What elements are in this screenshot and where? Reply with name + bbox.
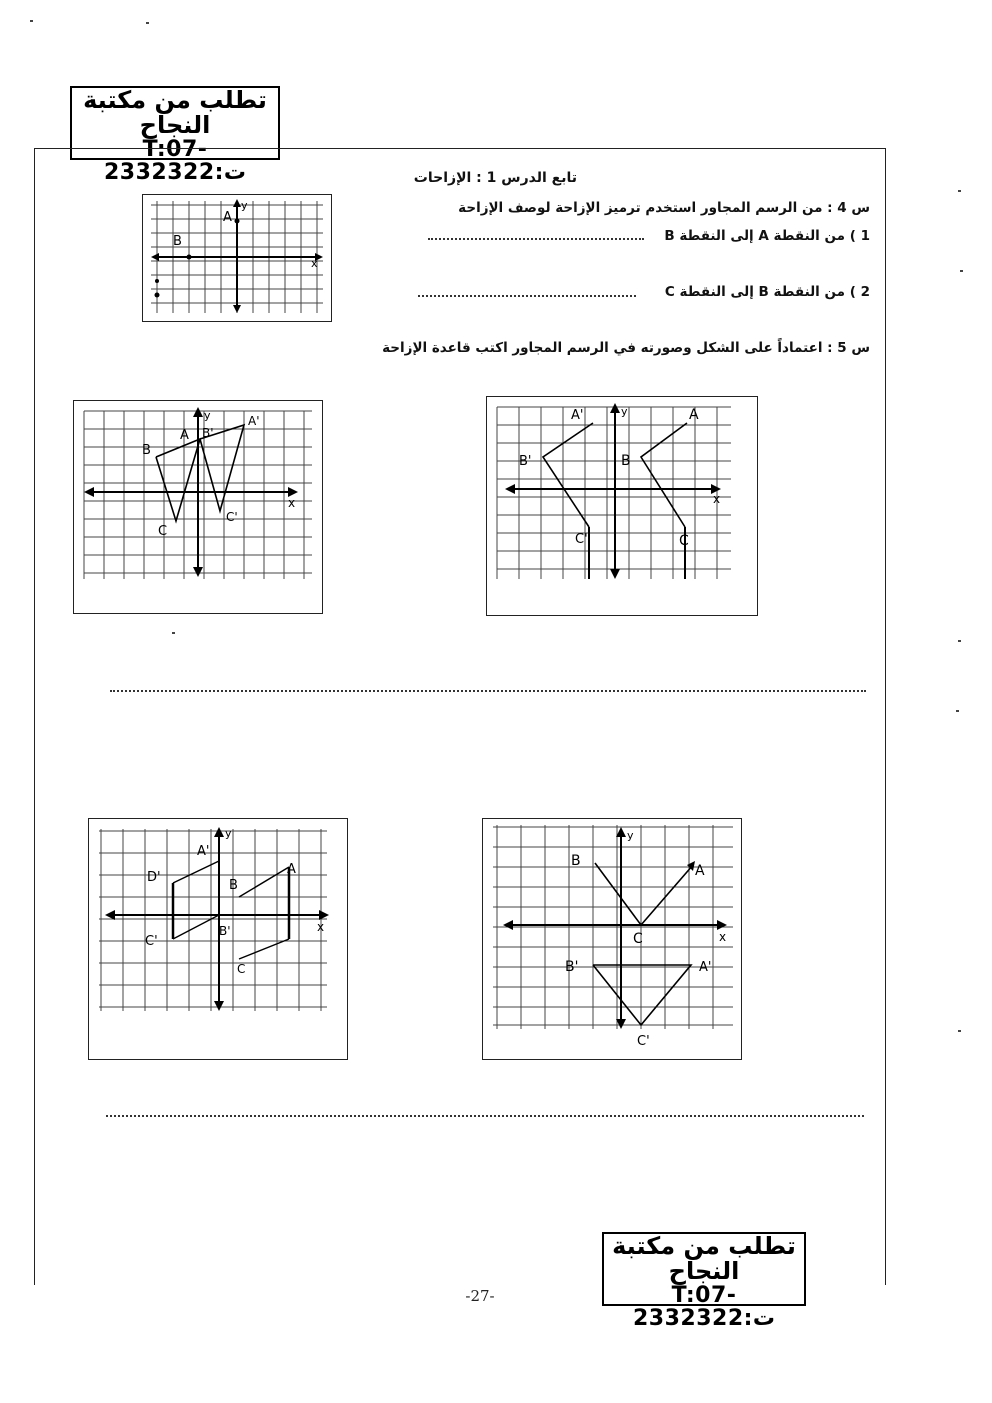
q4-answer-line2 bbox=[418, 295, 636, 297]
q4-graph bbox=[142, 194, 332, 322]
fig3-label-y: y bbox=[225, 827, 232, 840]
q4-prompt: س 4 : من الرسم المجاور استخدم ترميز الإزاحة لوصف الإزاحة bbox=[458, 200, 870, 216]
fig3-label-c-prime: C' bbox=[145, 934, 158, 949]
q4-part2: 2 ) من النقطة B إلى النقطة C bbox=[664, 284, 870, 300]
fig1-svg bbox=[74, 401, 322, 613]
fig4-label-c: C bbox=[633, 931, 643, 947]
scan-speck bbox=[146, 22, 149, 24]
fig4-svg bbox=[483, 819, 741, 1059]
fig4-label-y: y bbox=[627, 829, 634, 842]
scan-speck bbox=[958, 640, 961, 642]
fig3-label-x: x bbox=[317, 920, 325, 934]
bottom-stamp bbox=[602, 1232, 806, 1332]
scan-speck bbox=[958, 190, 961, 192]
fig4-label-a: A bbox=[695, 863, 705, 879]
fig2-label-c-prime: C' bbox=[575, 532, 588, 547]
fig1-label-a-prime: A' bbox=[248, 414, 260, 428]
fig4-label-a-prime: A' bbox=[699, 960, 712, 975]
q4-label-b: B bbox=[173, 234, 182, 249]
fig4-graph bbox=[482, 818, 742, 1060]
q4-graph-svg bbox=[143, 195, 331, 321]
q5-answer-line2 bbox=[106, 1115, 864, 1117]
q4-label-a: A bbox=[223, 210, 232, 225]
fig2-label-b: B bbox=[621, 453, 631, 469]
fig2-label-b-prime: B' bbox=[519, 454, 532, 469]
fig1-label-c-prime: C' bbox=[226, 510, 238, 524]
fig3-label-c: C bbox=[237, 962, 246, 976]
scan-speck bbox=[956, 710, 959, 712]
fig3-svg bbox=[89, 819, 347, 1059]
scan-speck bbox=[958, 1030, 961, 1032]
fig3-label-d-prime: D' bbox=[147, 870, 161, 885]
fig1-graph bbox=[73, 400, 323, 614]
scan-speck bbox=[30, 20, 33, 22]
fig3-label-b-prime: B' bbox=[219, 924, 231, 938]
fig4-label-c-prime: C' bbox=[637, 1034, 650, 1049]
q4-label-y: y bbox=[241, 199, 248, 212]
q5-answer-line1 bbox=[110, 690, 866, 692]
fig1-label-x: x bbox=[288, 496, 296, 510]
page-number: -27- bbox=[465, 1287, 495, 1305]
fig4-label-x: x bbox=[719, 930, 727, 944]
q4-part1: 1 ) من النقطة A إلى النقطة B bbox=[664, 228, 870, 244]
fig3-label-a-prime: A' bbox=[197, 844, 210, 859]
fig1-label-b: B bbox=[142, 443, 151, 458]
fig1-label-c: C bbox=[158, 524, 168, 539]
q4-answer-line1 bbox=[428, 238, 644, 240]
fig2-graph bbox=[486, 396, 758, 616]
fig1-label-b-prime: B' bbox=[202, 426, 214, 440]
fig2-svg bbox=[487, 397, 757, 615]
fig3-label-b: B bbox=[229, 878, 238, 893]
fig2-label-a: A bbox=[689, 407, 699, 423]
stamp-line1: تطلب من مكتبة النجاح bbox=[83, 86, 267, 140]
scan-speck bbox=[172, 632, 175, 634]
stamp-line2: T:07-2332322:ت bbox=[103, 137, 247, 186]
fig4-label-b: B bbox=[571, 853, 581, 869]
stamp-line1-bottom: تطلب من مكتبة النجاح bbox=[612, 1232, 796, 1286]
fig3-graph bbox=[88, 818, 348, 1060]
stamp-line2-bottom: T:07-2332322:ت bbox=[632, 1283, 776, 1332]
fig1-label-a: A bbox=[180, 428, 189, 443]
q5-prompt: س 5 : اعتماداً على الشكل وصورته في الرسم المجاور اكتب قاعدة الإزاحة bbox=[382, 340, 870, 356]
scan-speck bbox=[960, 270, 963, 272]
fig1-label-y: y bbox=[204, 409, 211, 422]
fig2-label-x: x bbox=[713, 492, 721, 506]
fig2-label-y: y bbox=[621, 405, 628, 418]
q4-label-x: x bbox=[311, 257, 318, 270]
fig3-label-a: A bbox=[287, 862, 296, 877]
fig4-label-b-prime: B' bbox=[565, 959, 579, 975]
fig2-label-c: C bbox=[679, 533, 689, 549]
fig2-label-a-prime: A' bbox=[571, 408, 584, 423]
lesson-title: تابع الدرس 1 : الإزاحات bbox=[413, 170, 577, 186]
